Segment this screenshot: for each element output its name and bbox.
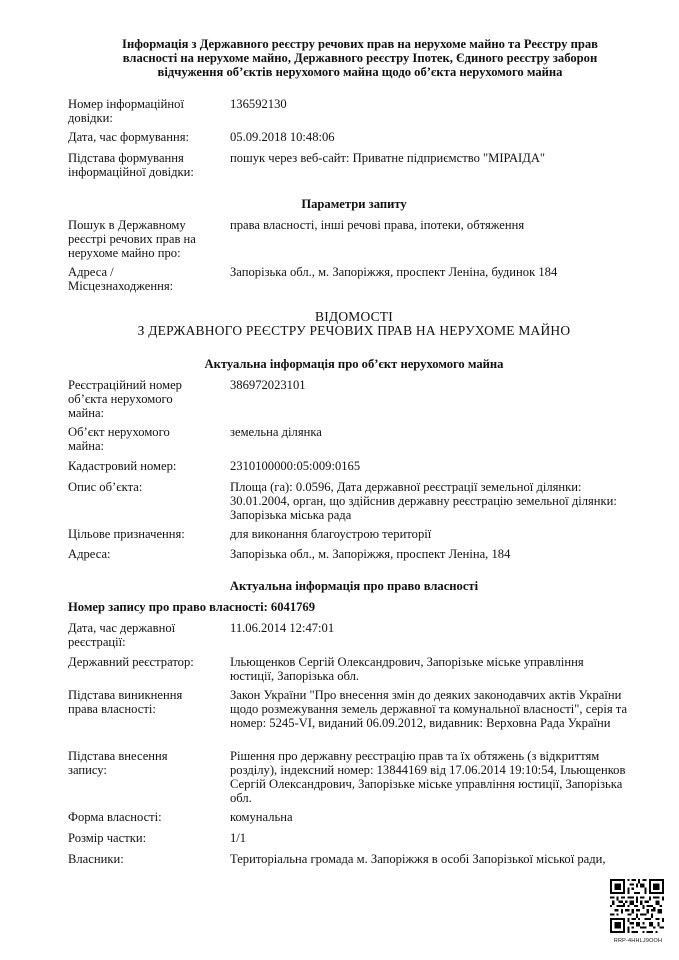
qr-code-caption: RRP-4HHLJ9OOH <box>613 938 663 944</box>
info-number-value: 136592130 <box>230 97 287 111</box>
object-cadastral-label: Кадастровий номер: <box>68 459 177 473</box>
object-type-label: Об’єкт нерухомого майна: <box>68 425 170 453</box>
query-heading: Параметри запиту <box>301 197 407 211</box>
object-purpose-value: для виконання благоустрою території <box>230 527 432 541</box>
query-search-label: Пошук в Державному реєстрі речових прав на нерухоме майно про: <box>68 218 196 260</box>
object-address-label: Адреса: <box>68 547 111 561</box>
object-cadastral-value: 2310100000:05:009:0165 <box>230 459 361 473</box>
ownership-date-value: 11.06.2014 12:47:01 <box>230 621 335 635</box>
document-title-line-1: Інформація з Державного реєстру речових прав на нерухоме майно та Реєстру прав <box>122 37 598 51</box>
object-reg-label: Реєстраційний номер об’єкта нерухомого майна: <box>68 378 182 420</box>
ownership-form-label: Форма власності: <box>68 810 162 824</box>
query-search-value: права власності, інші речові права, іпотеки, обтяження <box>230 218 525 232</box>
ownership-entry-value: Рішення про державну реєстрацію прав та їх обтяжень (з відкриттям розділу), індексний номер: 13844169 від 17.06.2014 19:10:54, Ільющенков Сергій Олександрович, Запорізьке міське управління юстиції, Запорізька обл. <box>230 749 626 805</box>
qr-code-icon <box>610 879 664 933</box>
ownership-share-label: Розмір частки: <box>68 831 147 845</box>
object-description-value: Площа (га): 0.0596, Дата державної реєстрації земельної ділянки: 30.01.2004, орган, що здійснив державну реєстрацію земельної ділянки: Запорізька міська рада <box>230 480 617 522</box>
info-date-label: Дата, час формування: <box>68 130 190 144</box>
object-reg-value: 386972023101 <box>230 378 306 392</box>
ownership-owners-value: Територіальна громада м. Запоріжжя в особі Запорізької міської ради, <box>230 852 606 866</box>
ownership-form-value: комунальна <box>230 810 293 824</box>
ownership-date-label: Дата, час державної реєстрації: <box>68 621 176 649</box>
registry-heading-line-2: З ДЕРЖАВНОГО РЕЄСТРУ РЕЧОВИХ ПРАВ НА НЕРУХОМЕ МАЙНО <box>137 323 571 338</box>
object-address-value: Запорізька обл., м. Запоріжжя, проспект Леніна, 184 <box>230 547 511 561</box>
object-heading: Актуальна інформація про об’єкт нерухомого майна <box>204 357 504 371</box>
document-title-line-3: відчуження об’єктів нерухомого майна щодо об’єкта нерухомого майна <box>157 65 563 79</box>
ownership-registrar-value: Ільющенков Сергій Олександрович, Запорізьке міське управління юстиції, Запорізька обл. <box>230 655 584 683</box>
object-description-label: Опис об’єкта: <box>68 480 143 494</box>
object-type-value: земельна ділянка <box>230 425 322 439</box>
ownership-heading: Актуальна інформація про право власності <box>229 579 479 593</box>
document-title <box>80 37 640 79</box>
query-address-value: Запорізька обл., м. Запоріжжя, проспект Леніна, будинок 184 <box>230 265 558 279</box>
info-basis-value: пошук через веб-сайт: Приватне підприємство "МІРАІДА" <box>230 151 546 165</box>
ownership-entry-label: Підстава внесення запису: <box>68 749 168 777</box>
object-purpose-label: Цільове призначення: <box>68 527 185 541</box>
registry-heading-line-1: ВІДОМОСТІ <box>315 309 393 324</box>
ownership-owners-label: Власники: <box>68 852 124 866</box>
ownership-share-value: 1/1 <box>230 831 247 845</box>
info-basis-label: Підстава формування інформаційної довідки: <box>68 151 194 179</box>
info-number-label: Номер інформаційної довідки: <box>68 97 184 125</box>
ownership-origin-label: Підстава виникнення права власності: <box>68 688 183 716</box>
ownership-origin-value: Закон України "Про внесення змін до деяких законодавчих актів України щодо розмежування земель державної та комунальної власності", серія та номер: 5245-VI, виданий 06.09.2012, видавник: Верховна Рада України <box>230 688 628 730</box>
query-address-label: Адреса / Місцезнаходження: <box>68 265 174 293</box>
ownership-registrar-label: Державний реєстратор: <box>68 655 194 669</box>
document-title-line-2: власності на нерухоме майно, Державного реєстру Іпотек, Єдиного реєстру заборон <box>122 51 598 65</box>
ownership-record-number: Номер запису про право власності: 6041769 <box>68 600 316 614</box>
registry-heading <box>68 310 640 338</box>
info-date-value: 05.09.2018 10:48:06 <box>230 130 335 144</box>
